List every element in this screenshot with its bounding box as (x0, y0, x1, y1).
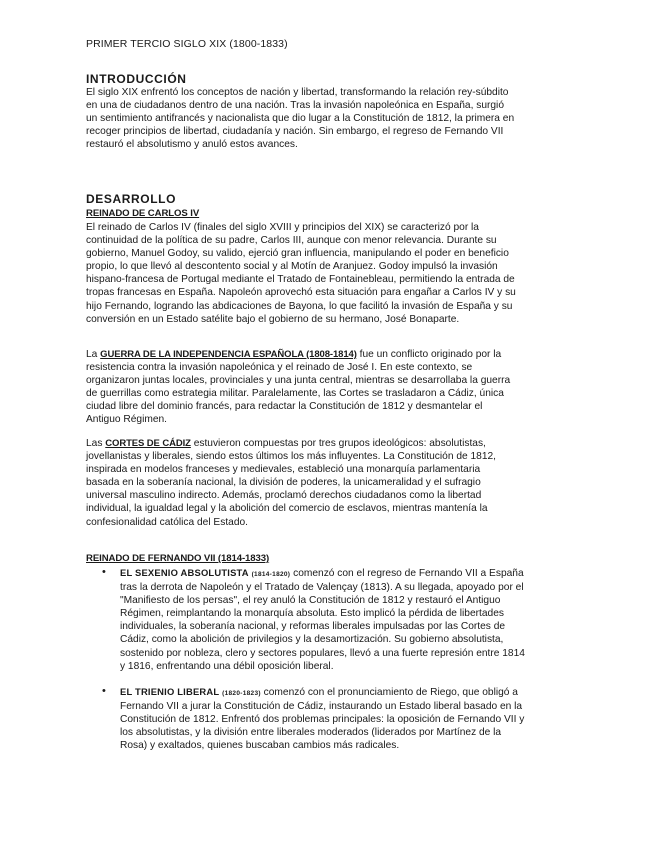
guerra-paragraph (86, 348, 516, 427)
fernando-bullet-list (86, 566, 526, 764)
bullet-icon: • (102, 684, 106, 697)
cortes-paragraph (86, 437, 516, 529)
guerra-pre: La (86, 349, 101, 360)
bullet-dates: (1820-1823) (222, 689, 261, 697)
bullet-icon: • (102, 566, 106, 578)
desarrollo-title: DESARROLLO (86, 192, 176, 206)
bullet-text: comenzó con el regreso de Fernando VII a España tras la derrota de Napoleón y el Tratado de Valençay (1813). A su llegada, apoyado por el "Manifiesto de los persas", el rey anuló la Constitución de 1812 y restauró el Antiguo Régimen, reimplantando la monarquía absoluta. Esto implicó la pérdida de libertades individuales, la soberanía nacional, y reformas liberales impulsadas por las Cortes de Cádiz, como la abolición de privilegios y la desamortización. Su gobierno absolutista, sostenido por nobleza, clero y sectores populares, llevó a una fuerte represión entre 1814 y 1816, enfrentando una débil oposición liberal. (120, 568, 525, 672)
intro-paragraph: El siglo XIX enfrentó los conceptos de nación y libertad, transformando la relación rey-súbdito en una de ciudadanos dentro de una nación. Tras la invasión napoleónica en España, surgió un sentimiento antifrancés y nacionalista que dio lugar a la Constitución de 1812, la primera en recoger principios de libertad, ciudadanía y nación. Sin embargo, el regreso de Fernando VII restauró el absolutismo y anuló estos avances. (86, 87, 515, 151)
cortes-term: CORTES DE CÁDIZ (105, 438, 191, 449)
list-item (86, 685, 526, 752)
intro-title: INTRODUCCIÓN (86, 72, 187, 86)
bullet-dates: (1814-1820) (251, 571, 291, 578)
page-header: PRIMER TERCIO SIGLO XIX (1800-1833) (86, 38, 288, 50)
carlos-paragraph: El reinado de Carlos IV (finales del siglo XVIII y principios del XIX) se caracterizó por la continuidad de la política de su padre, Carlos III, aunque con menor relevancia. Durante su gobierno, Manuel Godoy, su valido, ejerció gran influencia, manipulando el poder en beneficio propio, lo que llevó al descontento social y al Motín de Aranjuez. Godoy impulsó la invasión hispano-francesa de Portugal mediante el Tratado de Fontainebleau, permitiendo la entrada de tropas francesas en España. Napoleón aprovechó esta situación para engañar a Carlos IV y su hijo Fernando, logrando las abdicaciones de Bayona, lo que facilitó la invasión de España y su conversión en un Estado satélite bajo el gobierno de su hermano, José Bonaparte. (86, 222, 516, 325)
list-item (86, 566, 526, 673)
bullet-text: comenzó con el pronunciamiento de Riego, que obligó a Fernando VII a jurar la Constitución de Cádiz, instaurando un Estado liberal basado en la Constitución de 1812. Enfrentó dos problemas principales: la oposición de Fernando VII y los absolutistas, y la división entre liberales moderados (liderados por Martínez de la Rosa) y exaltados, quienes buscaban cambios más radicales. (120, 686, 525, 752)
guerra-text: fue un conflicto originado por la resistencia contra la invasión napoleónica y el reinado de José I. En este contexto, se organizaron juntas locales, provinciales y una junta central, mientras se desarrollaba la guerra de guerrillas como estrategia militar. Paralelamente, las Cortes se trasladaron a Cádiz, única ciudad libre del dominio francés, para redactar la Constitución de 1812 y desmantelar el Antiguo Régimen. (86, 349, 511, 426)
cortes-pre: Las (86, 438, 106, 449)
fernando-heading: REINADO DE FERNANDO VII (1814-1833) (86, 553, 270, 564)
cortes-text: estuvieron compuestas por tres grupos ideológicos: absolutistas, jovellanistas y liberales, siendo estos últimos los más influyentes. La Constitución de 1812, inspirada en modelos franceses y medievales, estableció una monarquía parlamentaria basada en la soberanía nacional, la división de poderes, la unicameralidad y el sufragio universal masculino indirecto. Además, proclamó derechos ciudadanos como la libertad individual, la igualdad legal y la abolición del comercio de esclavos, mientras mantenía la confesionalidad católica del Estado. (86, 438, 496, 528)
guerra-term: GUERRA DE LA INDEPENDENCIA ESPAÑOLA (1808-1814) (100, 349, 357, 360)
carlos-heading: REINADO DE CARLOS IV (86, 208, 200, 219)
bullet-term: EL TRIENIO LIBERAL (120, 685, 220, 697)
bullet-term: EL SEXENIO ABSOLUTISTA (120, 567, 249, 578)
